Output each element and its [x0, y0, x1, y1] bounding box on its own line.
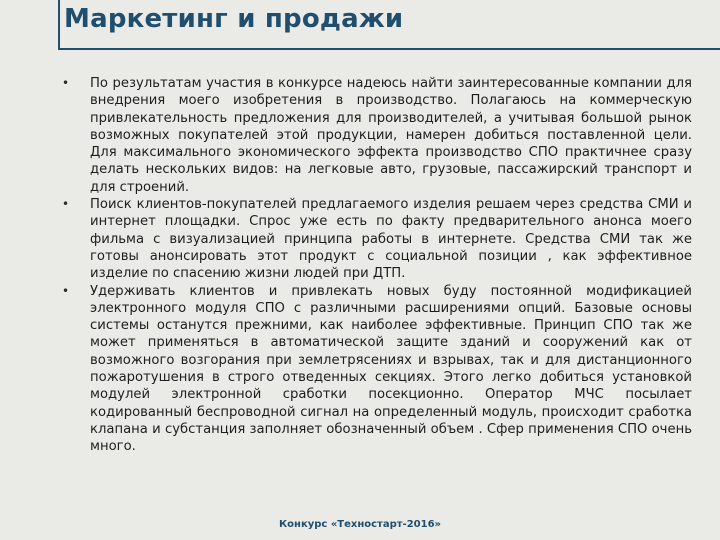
bullet-item	[62, 283, 692, 456]
bullet-text-marketing: По результатам участия в конкурсе надеюсь найти заинтересованные компании для внедрения моего изобретения в производство. Полагаюсь на коммерческую привлекательность предложения для производителей, а учитывая большой рынок возможных покупателей этой продукции, намерен добиться поставленной цели. Для максимального экономического эффекта производство СПО практичнее сразу делать нескольких видов: на легковые авто, грузовые, пассажирский транспорт и для строений.	[90, 76, 692, 195]
bullet-item	[62, 196, 692, 282]
bullet-dot-icon: •	[62, 197, 70, 212]
bullet-text-clients: Поиск клиентов-покупателей предлагаемого изделия решаем через средства СМИ и интернет площадки. Спрос уже есть по факту предварительного анонса моего фильма с визуализацией принципа работы в интернете. Средства СМИ так же готовы анонсировать этот продукт с социальной позиции , как эффективное изделие по спасению жизни людей при ДТП.	[90, 197, 692, 282]
footer-caption: Конкурс «Техностарт-2016»	[279, 519, 441, 530]
bullet-dot-icon: •	[62, 76, 70, 90]
bullet-item	[62, 75, 692, 196]
bullet-list	[62, 75, 692, 456]
bullet-text-retention: Удерживать клиентов и привлекать новых буду постоянной модификацией электронного модуля СПО с различными расширениями опций. Базовые основы системы останутся прежними, как наиболее эффективные. Принцип СПО так же может применяться в автоматической защите зданий и сооружений как от возможного возгорания при землетрясениях и взрывах, так и для дистанционного пожаротушения в строго отведенных секциях. Этого легко добиться установкой модулей электронной сработки посекционно. Оператор МЧС посылает кодированный беспроводной сигнал на определенный модуль, происходит сработка клапана и субстанция заполняет обозначенный объем . Сфер применения СПО очень много.	[90, 283, 692, 455]
title-frame	[58, 0, 720, 50]
slide-title: Маркетинг и продажи	[64, 4, 404, 34]
bullet-dot-icon: •	[62, 283, 70, 298]
